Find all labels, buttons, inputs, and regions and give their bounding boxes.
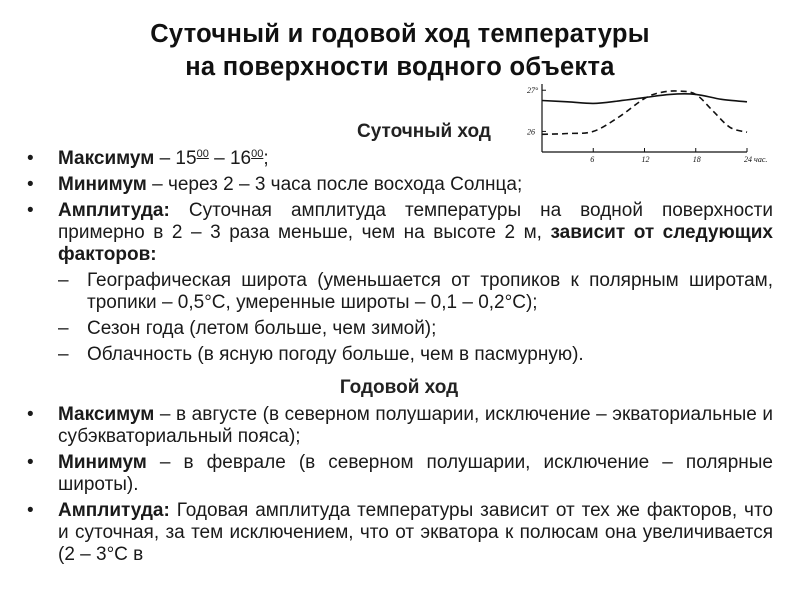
daily-list <box>25 148 773 366</box>
daily-max-sup-1: 00 <box>196 148 209 160</box>
bullet-marker: • <box>27 452 34 473</box>
daily-min-item <box>25 174 773 196</box>
chart-y-tick-label: 27° <box>527 86 539 96</box>
annual-min-item <box>25 452 773 496</box>
factors-list <box>58 270 773 366</box>
slide-title-line-2: на поверхности водного объекта <box>185 53 615 81</box>
bullet-marker: • <box>27 174 34 195</box>
annual-amp-item <box>25 500 773 566</box>
slide-body <box>25 120 773 570</box>
bullet-marker: • <box>27 200 34 221</box>
dash-marker: – <box>58 318 69 339</box>
chart-x-tick-label: 24 час. <box>744 155 768 164</box>
bullet-marker: • <box>27 500 34 521</box>
daily-amp-bold-tail: зависит от следующих факторов: <box>58 222 773 265</box>
chart-x-tick-label: 18 <box>692 155 701 164</box>
daily-min-text: – через 2 – 3 часа после восхода Солнца; <box>146 174 523 195</box>
daily-max-label: Максимум <box>58 148 155 169</box>
bullet-marker: • <box>27 148 34 169</box>
daily-max-text-suffix: ; <box>263 148 269 169</box>
daily-min-label: Минимум <box>58 174 147 195</box>
daily-max-text-mid: – 16 <box>208 148 252 169</box>
annual-amp-label: Амплитуда: <box>58 500 170 521</box>
slide-title-line-1: Суточный и годовой ход температуры <box>150 20 650 48</box>
slide-title <box>0 18 800 84</box>
bullet-marker: • <box>27 404 34 425</box>
daily-max-text-prefix: – 15 <box>154 148 197 169</box>
dash-marker: – <box>58 270 69 291</box>
chart-x-tick-label: 12 <box>641 155 650 164</box>
annual-min-text: – в феврале (в северном полушарии, исключение – полярные широты). <box>58 452 773 495</box>
daily-amp-text: Суточная амплитуда температуры на водной поверхности примерно в 2 – 3 раза меньше, чем на высоте 2 м, <box>58 200 773 243</box>
annual-heading: Годовой ход <box>339 377 459 398</box>
factor-text: Облачность (в ясную погоду больше, чем в пасмурную). <box>87 344 584 365</box>
factor-item-season <box>58 318 773 340</box>
annual-list <box>25 404 773 566</box>
factor-item-latitude <box>58 270 773 314</box>
daily-amp-label: Амплитуда: <box>58 200 170 221</box>
chart-y-tick-label: 26 <box>527 127 535 137</box>
chart-x-tick-label: 6 <box>590 155 595 164</box>
annual-max-label: Максимум <box>58 404 155 425</box>
daily-max-item <box>25 148 773 170</box>
annual-min-label: Минимум <box>58 452 147 473</box>
daily-heading: Суточный ход <box>357 121 491 142</box>
daily-amp-item <box>25 200 773 366</box>
factor-item-cloudiness <box>58 344 773 366</box>
dash-marker: – <box>58 344 69 365</box>
annual-max-text: – в августе (в северном полушарии, исключение – экваториальные и субэкваториальный пояса); <box>58 404 773 447</box>
factor-text: Сезон года (летом больше, чем зимой); <box>87 318 437 339</box>
annual-max-item <box>25 404 773 448</box>
factor-text: Географическая широта (уменьшается от тропиков к полярным широтам, тропики – 0,5°С, умеренные широты – 0,1 – 0,2°С); <box>87 270 773 313</box>
daily-max-sup-2: 00 <box>251 148 264 160</box>
annual-amp-text: Годовая амплитуда температуры зависит от тех же факторов, что и суточная, за тем исключением, что от экватора к полюсам она увеличивается (2 – 3°С в <box>58 500 773 565</box>
